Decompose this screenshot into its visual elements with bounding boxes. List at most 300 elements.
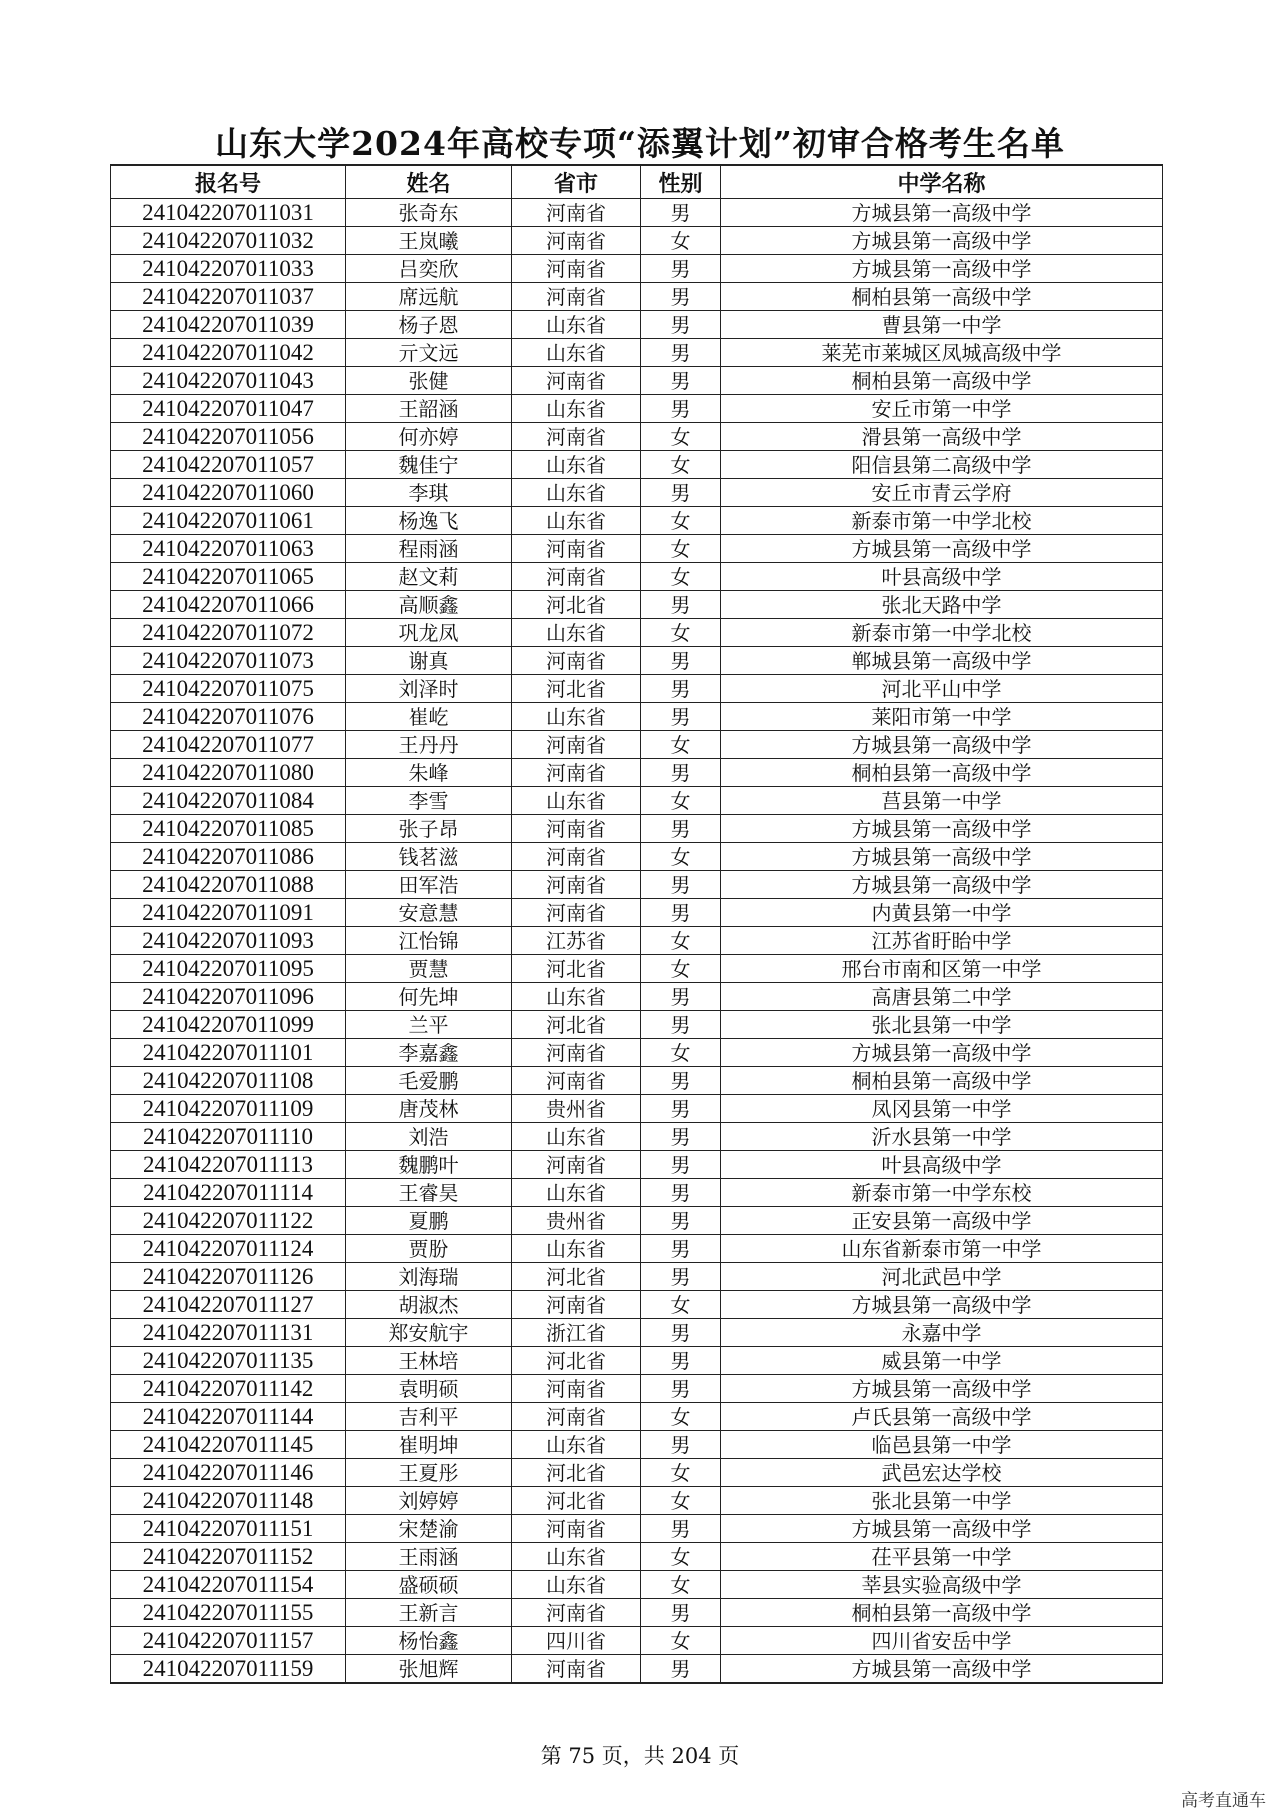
cell-id: 241042207011151 <box>111 1515 346 1543</box>
cell-school: 方城县第一高级中学 <box>721 871 1163 899</box>
cell-id: 241042207011096 <box>111 983 346 1011</box>
table-row <box>111 731 1163 759</box>
cell-name: 毛爱鹏 <box>346 1067 512 1095</box>
cell-province: 河南省 <box>512 283 641 311</box>
cell-name: 吕奕欣 <box>346 255 512 283</box>
cell-gender: 女 <box>641 955 721 983</box>
cell-name: 王新言 <box>346 1599 512 1627</box>
cell-name: 巩龙凤 <box>346 619 512 647</box>
cell-gender: 男 <box>641 1347 721 1375</box>
cell-id: 241042207011060 <box>111 479 346 507</box>
cell-school: 莒县第一中学 <box>721 787 1163 815</box>
cell-id: 241042207011127 <box>111 1291 346 1319</box>
cell-school: 方城县第一高级中学 <box>721 255 1163 283</box>
cell-school: 桐柏县第一高级中学 <box>721 367 1163 395</box>
cell-name: 杨子恩 <box>346 311 512 339</box>
cell-province: 河南省 <box>512 1375 641 1403</box>
table-row <box>111 535 1163 563</box>
cell-id: 241042207011142 <box>111 1375 346 1403</box>
table-row <box>111 675 1163 703</box>
cell-id: 241042207011073 <box>111 647 346 675</box>
cell-province: 山东省 <box>512 311 641 339</box>
cell-school: 河北武邑中学 <box>721 1263 1163 1291</box>
cell-province: 河南省 <box>512 367 641 395</box>
cell-province: 河南省 <box>512 1151 641 1179</box>
cell-id: 241042207011124 <box>111 1235 346 1263</box>
cell-id: 241042207011109 <box>111 1095 346 1123</box>
cell-school: 方城县第一高级中学 <box>721 1515 1163 1543</box>
cell-id: 241042207011152 <box>111 1543 346 1571</box>
cell-gender: 男 <box>641 871 721 899</box>
cell-name: 胡淑杰 <box>346 1291 512 1319</box>
cell-school: 方城县第一高级中学 <box>721 1039 1163 1067</box>
table-row <box>111 1487 1163 1515</box>
cell-id: 241042207011057 <box>111 451 346 479</box>
cell-school: 武邑宏达学校 <box>721 1459 1163 1487</box>
cell-province: 山东省 <box>512 1123 641 1151</box>
table-row <box>111 899 1163 927</box>
cell-name: 钱茗滋 <box>346 843 512 871</box>
cell-province: 河南省 <box>512 255 641 283</box>
cell-id: 241042207011039 <box>111 311 346 339</box>
cell-province: 河南省 <box>512 899 641 927</box>
cell-province: 河南省 <box>512 423 641 451</box>
cell-school: 河北平山中学 <box>721 675 1163 703</box>
cell-school: 桐柏县第一高级中学 <box>721 759 1163 787</box>
cell-name: 何先坤 <box>346 983 512 1011</box>
cell-province: 河南省 <box>512 647 641 675</box>
table-row <box>111 1207 1163 1235</box>
cell-gender: 男 <box>641 1151 721 1179</box>
cell-province: 山东省 <box>512 507 641 535</box>
cell-school: 张北县第一中学 <box>721 1487 1163 1515</box>
cell-school: 方城县第一高级中学 <box>721 227 1163 255</box>
header-id: 报名号 <box>111 165 346 199</box>
cell-name: 贾慧 <box>346 955 512 983</box>
table-row <box>111 283 1163 311</box>
cell-id: 241042207011076 <box>111 703 346 731</box>
cell-province: 山东省 <box>512 619 641 647</box>
table-row <box>111 1627 1163 1655</box>
cell-id: 241042207011032 <box>111 227 346 255</box>
cell-name: 江怡锦 <box>346 927 512 955</box>
cell-school: 叶县高级中学 <box>721 563 1163 591</box>
cell-name: 安意慧 <box>346 899 512 927</box>
cell-province: 山东省 <box>512 1431 641 1459</box>
cell-gender: 男 <box>641 479 721 507</box>
cell-province: 山东省 <box>512 451 641 479</box>
cell-school: 四川省安岳中学 <box>721 1627 1163 1655</box>
cell-school: 方城县第一高级中学 <box>721 535 1163 563</box>
cell-province: 河南省 <box>512 1403 641 1431</box>
cell-gender: 男 <box>641 1599 721 1627</box>
cell-name: 高顺鑫 <box>346 591 512 619</box>
cell-gender: 男 <box>641 1375 721 1403</box>
cell-id: 241042207011063 <box>111 535 346 563</box>
cell-gender: 女 <box>641 1627 721 1655</box>
cell-name: 李嘉鑫 <box>346 1039 512 1067</box>
cell-province: 河南省 <box>512 535 641 563</box>
cell-school: 安丘市青云学府 <box>721 479 1163 507</box>
cell-id: 241042207011080 <box>111 759 346 787</box>
table-row <box>111 619 1163 647</box>
table-row <box>111 1571 1163 1599</box>
table-body <box>111 199 1163 1684</box>
cell-id: 241042207011110 <box>111 1123 346 1151</box>
cell-gender: 男 <box>641 1095 721 1123</box>
cell-id: 241042207011085 <box>111 815 346 843</box>
page-number: 第 75 页，共 204 页 <box>540 1744 740 1768</box>
cell-name: 袁明硕 <box>346 1375 512 1403</box>
cell-id: 241042207011146 <box>111 1459 346 1487</box>
table-row <box>111 1179 1163 1207</box>
cell-gender: 男 <box>641 1655 721 1684</box>
cell-gender: 男 <box>641 199 721 227</box>
table-row <box>111 1151 1163 1179</box>
cell-name: 谢真 <box>346 647 512 675</box>
cell-school: 莱芜市莱城区凤城高级中学 <box>721 339 1163 367</box>
cell-province: 河南省 <box>512 199 641 227</box>
cell-name: 夏鹏 <box>346 1207 512 1235</box>
cell-province: 河北省 <box>512 675 641 703</box>
table-row <box>111 1235 1163 1263</box>
cell-province: 贵州省 <box>512 1095 641 1123</box>
cell-school: 张北天路中学 <box>721 591 1163 619</box>
table-row <box>111 1403 1163 1431</box>
cell-name: 杨逸飞 <box>346 507 512 535</box>
table-row <box>111 787 1163 815</box>
cell-school: 张北县第一中学 <box>721 1011 1163 1039</box>
cell-school: 方城县第一高级中学 <box>721 199 1163 227</box>
cell-province: 河北省 <box>512 1459 641 1487</box>
cell-name: 张健 <box>346 367 512 395</box>
table-row <box>111 815 1163 843</box>
cell-name: 宋楚渝 <box>346 1515 512 1543</box>
cell-school: 莱阳市第一中学 <box>721 703 1163 731</box>
cell-school: 方城县第一高级中学 <box>721 815 1163 843</box>
table-row <box>111 479 1163 507</box>
cell-school: 郸城县第一高级中学 <box>721 647 1163 675</box>
cell-school: 新泰市第一中学北校 <box>721 619 1163 647</box>
cell-school: 江苏省盱眙中学 <box>721 927 1163 955</box>
cell-school: 新泰市第一中学东校 <box>721 1179 1163 1207</box>
header-province: 省市 <box>512 165 641 199</box>
cell-name: 张奇东 <box>346 199 512 227</box>
cell-school: 山东省新泰市第一中学 <box>721 1235 1163 1263</box>
cell-province: 山东省 <box>512 479 641 507</box>
cell-province: 河南省 <box>512 1291 641 1319</box>
cell-school: 威县第一中学 <box>721 1347 1163 1375</box>
table-row <box>111 927 1163 955</box>
cell-id: 241042207011099 <box>111 1011 346 1039</box>
cell-province: 山东省 <box>512 1571 641 1599</box>
cell-name: 崔屹 <box>346 703 512 731</box>
cell-gender: 女 <box>641 1571 721 1599</box>
table-row <box>111 1515 1163 1543</box>
cell-id: 241042207011126 <box>111 1263 346 1291</box>
header-name: 姓名 <box>346 165 512 199</box>
cell-gender: 男 <box>641 899 721 927</box>
candidate-table <box>110 164 1163 1684</box>
cell-gender: 男 <box>641 1263 721 1291</box>
cell-name: 王睿昊 <box>346 1179 512 1207</box>
table-row <box>111 227 1163 255</box>
cell-school: 卢氏县第一高级中学 <box>721 1403 1163 1431</box>
cell-province: 河北省 <box>512 1263 641 1291</box>
cell-gender: 女 <box>641 1543 721 1571</box>
table-row <box>111 367 1163 395</box>
cell-id: 241042207011088 <box>111 871 346 899</box>
cell-province: 山东省 <box>512 787 641 815</box>
cell-gender: 男 <box>641 283 721 311</box>
cell-id: 241042207011033 <box>111 255 346 283</box>
cell-id: 241042207011065 <box>111 563 346 591</box>
cell-name: 唐茂林 <box>346 1095 512 1123</box>
cell-gender: 男 <box>641 815 721 843</box>
cell-name: 张子昂 <box>346 815 512 843</box>
cell-gender: 女 <box>641 535 721 563</box>
cell-province: 山东省 <box>512 395 641 423</box>
cell-gender: 女 <box>641 1291 721 1319</box>
cell-name: 王林培 <box>346 1347 512 1375</box>
cell-school: 方城县第一高级中学 <box>721 1375 1163 1403</box>
cell-province: 山东省 <box>512 1543 641 1571</box>
cell-gender: 女 <box>641 927 721 955</box>
table-row <box>111 311 1163 339</box>
cell-gender: 男 <box>641 759 721 787</box>
cell-school: 邢台市南和区第一中学 <box>721 955 1163 983</box>
cell-name: 贾朌 <box>346 1235 512 1263</box>
cell-gender: 女 <box>641 787 721 815</box>
cell-gender: 女 <box>641 619 721 647</box>
table-row <box>111 983 1163 1011</box>
cell-gender: 男 <box>641 1011 721 1039</box>
cell-school: 内黄县第一中学 <box>721 899 1163 927</box>
cell-gender: 女 <box>641 507 721 535</box>
table-row <box>111 451 1163 479</box>
cell-id: 241042207011042 <box>111 339 346 367</box>
cell-gender: 男 <box>641 675 721 703</box>
cell-school: 桐柏县第一高级中学 <box>721 283 1163 311</box>
cell-name: 崔明坤 <box>346 1431 512 1459</box>
cell-school: 高唐县第二中学 <box>721 983 1163 1011</box>
header-school: 中学名称 <box>721 165 1163 199</box>
cell-name: 魏鹏叶 <box>346 1151 512 1179</box>
cell-id: 241042207011135 <box>111 1347 346 1375</box>
cell-id: 241042207011144 <box>111 1403 346 1431</box>
cell-id: 241042207011145 <box>111 1431 346 1459</box>
cell-province: 河南省 <box>512 1655 641 1684</box>
table-row <box>111 1319 1163 1347</box>
cell-gender: 女 <box>641 1459 721 1487</box>
table-row <box>111 507 1163 535</box>
cell-id: 241042207011113 <box>111 1151 346 1179</box>
cell-province: 山东省 <box>512 339 641 367</box>
cell-id: 241042207011084 <box>111 787 346 815</box>
cell-id: 241042207011056 <box>111 423 346 451</box>
table-row <box>111 1095 1163 1123</box>
cell-name: 李琪 <box>346 479 512 507</box>
cell-gender: 男 <box>641 647 721 675</box>
cell-province: 河南省 <box>512 871 641 899</box>
cell-school: 桐柏县第一高级中学 <box>721 1599 1163 1627</box>
cell-province: 河南省 <box>512 731 641 759</box>
cell-name: 刘婷婷 <box>346 1487 512 1515</box>
table-row <box>111 1431 1163 1459</box>
cell-province: 山东省 <box>512 1179 641 1207</box>
cell-gender: 女 <box>641 1039 721 1067</box>
cell-gender: 男 <box>641 1123 721 1151</box>
cell-id: 241042207011114 <box>111 1179 346 1207</box>
cell-province: 贵州省 <box>512 1207 641 1235</box>
cell-id: 241042207011101 <box>111 1039 346 1067</box>
cell-name: 王岚曦 <box>346 227 512 255</box>
cell-gender: 女 <box>641 731 721 759</box>
cell-id: 241042207011122 <box>111 1207 346 1235</box>
cell-school: 滑县第一高级中学 <box>721 423 1163 451</box>
cell-id: 241042207011157 <box>111 1627 346 1655</box>
table-row <box>111 1011 1163 1039</box>
cell-name: 盛硕硕 <box>346 1571 512 1599</box>
table-row <box>111 647 1163 675</box>
cell-gender: 男 <box>641 255 721 283</box>
cell-school: 新泰市第一中学北校 <box>721 507 1163 535</box>
header-gender: 性别 <box>641 165 721 199</box>
cell-id: 241042207011086 <box>111 843 346 871</box>
table-row <box>111 759 1163 787</box>
cell-province: 山东省 <box>512 703 641 731</box>
cell-gender: 女 <box>641 843 721 871</box>
cell-id: 241042207011037 <box>111 283 346 311</box>
cell-id: 241042207011061 <box>111 507 346 535</box>
cell-school: 茌平县第一中学 <box>721 1543 1163 1571</box>
table-row <box>111 1123 1163 1151</box>
cell-name: 朱峰 <box>346 759 512 787</box>
cell-id: 241042207011159 <box>111 1655 346 1684</box>
table-row <box>111 1067 1163 1095</box>
cell-id: 241042207011154 <box>111 1571 346 1599</box>
table-row <box>111 1263 1163 1291</box>
cell-id: 241042207011155 <box>111 1599 346 1627</box>
cell-school: 凤冈县第一中学 <box>721 1095 1163 1123</box>
table-row <box>111 563 1163 591</box>
table-row <box>111 1459 1163 1487</box>
cell-province: 河南省 <box>512 1515 641 1543</box>
table-row <box>111 1291 1163 1319</box>
cell-province: 河北省 <box>512 591 641 619</box>
table-row <box>111 1543 1163 1571</box>
cell-id: 241042207011047 <box>111 395 346 423</box>
cell-gender: 男 <box>641 367 721 395</box>
cell-school: 安丘市第一中学 <box>721 395 1163 423</box>
cell-province: 河北省 <box>512 1347 641 1375</box>
cell-province: 山东省 <box>512 983 641 1011</box>
table-row <box>111 255 1163 283</box>
cell-school: 阳信县第二高级中学 <box>721 451 1163 479</box>
cell-name: 刘海瑞 <box>346 1263 512 1291</box>
cell-name: 田军浩 <box>346 871 512 899</box>
cell-name: 王夏彤 <box>346 1459 512 1487</box>
cell-province: 河北省 <box>512 1011 641 1039</box>
table-row <box>111 1655 1163 1684</box>
cell-province: 河南省 <box>512 759 641 787</box>
cell-gender: 男 <box>641 1319 721 1347</box>
watermark: 高考直通车 <box>1181 1791 1266 1811</box>
table-row <box>111 1347 1163 1375</box>
table-row <box>111 339 1163 367</box>
cell-name: 何亦婷 <box>346 423 512 451</box>
cell-gender: 女 <box>641 423 721 451</box>
cell-name: 程雨涵 <box>346 535 512 563</box>
table-row <box>111 871 1163 899</box>
cell-gender: 男 <box>641 703 721 731</box>
cell-province: 浙江省 <box>512 1319 641 1347</box>
cell-province: 河南省 <box>512 563 641 591</box>
cell-id: 241042207011091 <box>111 899 346 927</box>
cell-name: 亓文远 <box>346 339 512 367</box>
cell-gender: 男 <box>641 311 721 339</box>
table-row <box>111 199 1163 227</box>
cell-id: 241042207011066 <box>111 591 346 619</box>
cell-province: 河北省 <box>512 955 641 983</box>
cell-name: 郑安航宇 <box>346 1319 512 1347</box>
cell-name: 刘泽时 <box>346 675 512 703</box>
cell-id: 241042207011077 <box>111 731 346 759</box>
cell-school: 正安县第一高级中学 <box>721 1207 1163 1235</box>
cell-school: 方城县第一高级中学 <box>721 1655 1163 1684</box>
cell-province: 河南省 <box>512 1599 641 1627</box>
table-row <box>111 1599 1163 1627</box>
table-row <box>111 955 1163 983</box>
cell-id: 241042207011095 <box>111 955 346 983</box>
cell-id: 241042207011148 <box>111 1487 346 1515</box>
cell-gender: 男 <box>641 1207 721 1235</box>
cell-name: 王韶涵 <box>346 395 512 423</box>
cell-name: 赵文莉 <box>346 563 512 591</box>
cell-gender: 女 <box>641 227 721 255</box>
cell-id: 241042207011075 <box>111 675 346 703</box>
cell-gender: 女 <box>641 563 721 591</box>
cell-province: 河北省 <box>512 1487 641 1515</box>
cell-province: 河南省 <box>512 1067 641 1095</box>
cell-province: 河南省 <box>512 1039 641 1067</box>
cell-school: 方城县第一高级中学 <box>721 1291 1163 1319</box>
cell-school: 方城县第一高级中学 <box>721 843 1163 871</box>
cell-school: 临邑县第一中学 <box>721 1431 1163 1459</box>
cell-gender: 男 <box>641 1431 721 1459</box>
cell-gender: 男 <box>641 1515 721 1543</box>
cell-gender: 男 <box>641 1067 721 1095</box>
cell-school: 莘县实验高级中学 <box>721 1571 1163 1599</box>
table-row <box>111 1039 1163 1067</box>
cell-province: 河南省 <box>512 815 641 843</box>
cell-name: 张旭辉 <box>346 1655 512 1684</box>
table-row <box>111 591 1163 619</box>
cell-province: 山东省 <box>512 1235 641 1263</box>
cell-province: 四川省 <box>512 1627 641 1655</box>
cell-province: 河南省 <box>512 227 641 255</box>
table-row <box>111 395 1163 423</box>
cell-name: 李雪 <box>346 787 512 815</box>
cell-id: 241042207011031 <box>111 199 346 227</box>
cell-name: 魏佳宁 <box>346 451 512 479</box>
cell-school: 叶县高级中学 <box>721 1151 1163 1179</box>
cell-gender: 女 <box>641 451 721 479</box>
cell-gender: 男 <box>641 395 721 423</box>
cell-id: 241042207011093 <box>111 927 346 955</box>
cell-id: 241042207011131 <box>111 1319 346 1347</box>
cell-province: 江苏省 <box>512 927 641 955</box>
